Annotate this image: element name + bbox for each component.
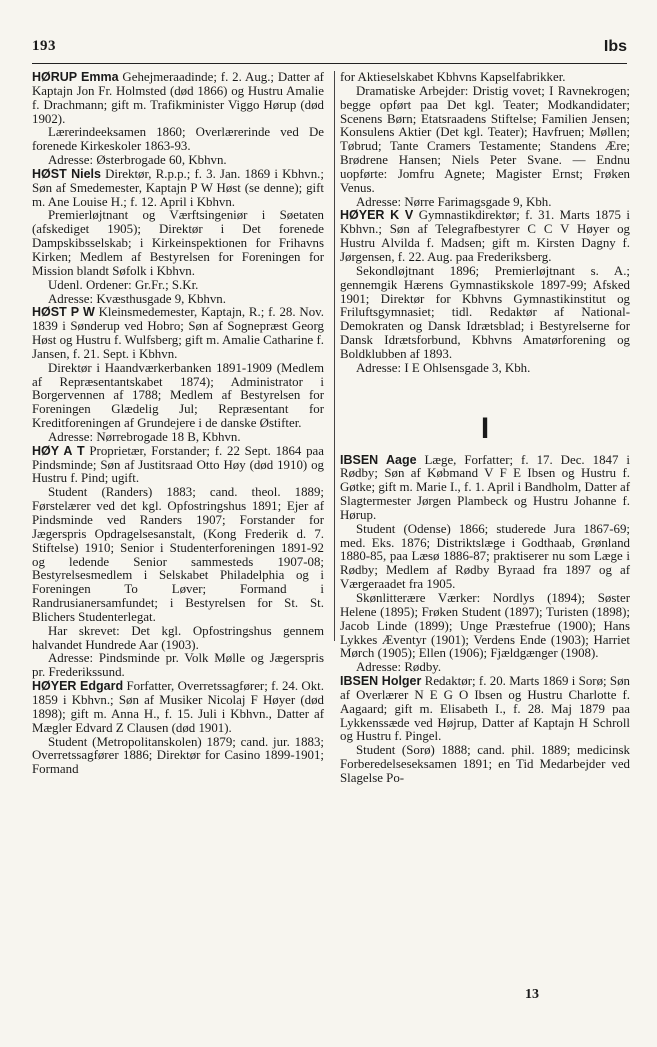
entry-paragraph [32, 71, 324, 126]
header-rule [32, 63, 627, 64]
entry-paragraph [340, 454, 630, 523]
entry-headword: HØRUP Emma [32, 70, 119, 84]
entry-text: Direktør i Haandværkerbanken 1891-1909 (Medlem af Repræsentantskabet 1874); Administrator i Borgervennen af 1788; Medlem af Bestyrelsen for Foreningen Glædelig Jul; Repræsentant for Kreditforeningen af Grundejere i de danske Østifter. [32, 360, 324, 431]
entry-continuation [340, 661, 630, 675]
right-column [340, 71, 630, 786]
entry-continuation [32, 154, 324, 168]
entry-text: Adresse: I E Ohlsensgade 3, Kbh. [356, 360, 531, 375]
entry-text: Kleinsmedemester, Kaptajn, R.; f. 28. Nov. 1839 i Sønderup ved Hobro; Søn af Sognepræst Georg Høst og Hustru f. Wulfsberg; gift m. Amalie Catharine f. Jansen, f. 21. Sept. i Kbhvn. [32, 305, 324, 361]
entry-headword: IBSEN Aage [340, 452, 417, 467]
section-letter: I [480, 411, 490, 445]
entry-text: Adresse: Pindsminde pr. Volk Mølle og Jægerspris pr. Frederikssund. [32, 651, 324, 680]
entry-continuation [340, 196, 630, 210]
entry-continuation [340, 85, 630, 196]
entry-paragraph [32, 168, 324, 210]
entry-text: Proprietær, Forstander; f. 22 Sept. 1864 paa Pindsminde; Søn af Justitsraad Otto Høy (død 1910) og Hustru f. Pind; ugift. [32, 443, 324, 486]
column-divider [334, 71, 335, 641]
entry-paragraph [32, 306, 324, 361]
entry-text: Læge, Forfatter; f. 17. Dec. 1847 i Rødby; Søn af Købmand V F E Ibsen og Hustru f. Gøtke; gift m. Marie I., f. 1. April i Bandholm, Datter af Slagtermester Jørgen Plambeck og Hustru Johanne f. Hørup. [340, 452, 630, 522]
entry-headword: HØY A T [32, 443, 85, 458]
entry-headword: HØST P W [32, 305, 95, 320]
entry-text: Gehejmeraadinde; f. 2. Aug.; Datter af Kaptajn Jon Fr. Holmsted (død 1866) og Hustru Amalie f. Drachmann; gift m. Trafikminister Viggo Hørup (død 1902). [32, 70, 324, 126]
entry-text: Student (Metropolitanskolen) 1879; cand. jur. 1883; Overretssagfører 1886; Direktør for Casino 1899-1901; Formand [32, 734, 324, 777]
entry-headword: HØYER Edgard [32, 679, 124, 694]
entry-text: Sekondløjtnant 1896; Premierløjtnant s. A.; gennemgik Hærens Gymnastikskole 1897-99; Afsked 1901; Direktør for Kbhvns Gymnastikinstitut og Friluftsgymnasiet; tidl. Redaktør af National-Demokraten og Dansk Idrætsblad; i Bestyrelserne for Dansk Idrætsforbund, Kbhvns Amatørforening og Boldklubben af 1893. [340, 263, 630, 361]
entry-headword: HØST Niels [32, 166, 101, 181]
page-header [32, 38, 627, 60]
entry-text: Premierløjtnant og Værftsingeniør i Søetaten (afskediget 1905); Direktør i Det forenede Dampskibsselskab; i Kirkeinspektionen for Frihavns Kirken; Medlem af Bestyrelsen for Foreningen for Mission blandt Søfolk i Kbhvn. [32, 208, 324, 278]
entry-text: Student (Odense) 1866; studerede Jura 1867-69; med. Eks. 1876; Distriktslæge i Godthaab, Grønland 1880-85, paa Læsø 1886-87; praktiserer nu som Læge i Rødby; Medlem af Rødby Byraad fra 1897 og af Værgeraadet fra 1905. [340, 521, 630, 592]
entry-continuation [32, 652, 324, 680]
entry-text: Gymnastikdirektør; f. 31. Marts 1875 i Kbhvn.; Søn af Telegrafbestyrer C C V Høyer og Hustru Alvilda f. Madsen; gift m. Kirsten Dagny f. Jørgensen, f. 22. Aug. paa Frederiksberg. [340, 208, 630, 264]
entry-continuation [32, 625, 324, 653]
page-number: 193 [32, 38, 56, 54]
entry-text: Dramatiske Arbejder: Dristig vovet; I Ravnekrogen; begge opført paa Det kgl. Teater; Modkandidater; Scenens Børn; Etatsraadens Stiftelse; Familien Jensen; Konsulens Aktier (Det kgl. Teater); Havfruen; Møllen; Tøbrud; Tante Cramers Testamente; Standens Ære; Brødrene Hansen; Niels Peter Svane. — Endnu uopførte: Jomfru Agnete; Magister Ernst; Frøken Venus. [340, 83, 630, 195]
entry-text: Redaktør; f. 20. Marts 1869 i Sorø; Søn af Overlærer N E G O Ibsen og Hustru Charlotte f. Aagaard; gift m. Elisabeth I., f. 28. Maj 1879 paa Lykkenssæde ved Højrup, Datter af Kaptajn H Schroll og Hustru f. Pingel. [340, 674, 630, 744]
entry-continuation [340, 744, 630, 786]
entry-text: Student (Sorø) 1888; cand. phil. 1889; medicinsk Forberedelseseksamen 1891; en Tid Medarbejder ved Slagelse Po- [340, 743, 630, 785]
entry-continuation [32, 209, 324, 278]
entry-continuation [340, 265, 630, 362]
entry-continuation [340, 592, 630, 661]
entry-text: Direktør, R.p.p.; f. 3. Jan. 1869 i Kbhvn.; Søn af Smedemester, Kaptajn P W Høst (se denne); gift m. Ane Louise H.; f. 12. April i Kbhvn. [32, 166, 324, 209]
entry-continuation [32, 362, 324, 431]
entry-headword: IBSEN Holger [340, 674, 422, 689]
entry-continuation [32, 279, 324, 293]
entry-continuation [340, 71, 630, 85]
entry-text: Forfatter, Overretssagfører; f. 24. Okt. 1859 i Kbhvn.; Søn af Musiker Nicolaj F Høyer (død 1898); gift m. Anna H., f. 15. Juli i Kbhvn., Datter af Mægler Edvard Z Clausen (død 1901). [32, 679, 324, 735]
left-column [32, 71, 324, 777]
entry-continuation [340, 362, 630, 376]
entry-text: Adresse: Rødby. [356, 660, 442, 675]
entry-text: Student (Randers) 1883; cand. theol. 1889; Førstelærer ved det kgl. Opfostringshus 1891; Ejer af Pindsminde ved Randers 1907; Forstander for Jægerspris Opdragelsesanstalt, (Kong Frederik d. 7. Stiftelse) 1910; Senior i Studenterforeningen 1891-92 og ledende Senior sammesteds 1907-08; Bestyrelsesmedlem i Selskabet Philadelphia og i Foreningen To Løver; Formand i Randrusianersamfundet; i Bestyrelsen for St. St. Blichers Studenterlegat. [32, 485, 324, 624]
entry-paragraph [340, 675, 630, 744]
entry-continuation [340, 523, 630, 592]
entry-text: Lærerindeeksamen 1860; Overlærerinde ved De forenede Kirkeskoler 1863-93. [32, 125, 324, 154]
entry-continuation [32, 126, 324, 154]
running-head: Ibs [603, 38, 627, 55]
entry-continuation [32, 486, 324, 624]
entry-text: Adresse: Kvæsthusgade 9, Kbhvn. [48, 291, 226, 306]
entry-text: Skønlitterære Værker: Nordlys (1894); Søster Helene (1895); Frøken Student (1897); Turisten (1898); Jacob Linde (1899); Unge Præstefrue (1900); Hans Lykkes Æventyr (1901); Verdens Ende (1903); Harriet Mørch (1905); Ellen (1906); Fjældgænger (1908). [340, 591, 630, 661]
entry-text: Har skrevet: Det kgl. Opfostringshus gennem halvandet Hundrede Aar (1903). [32, 623, 324, 652]
entry-paragraph [32, 680, 324, 735]
entry-continuation [32, 736, 324, 778]
signature-mark: 13 [525, 987, 539, 1002]
right-column-bottom [340, 454, 630, 786]
entry-continuation [32, 293, 324, 307]
entry-text: Adresse: Nørrebrogade 18 B, Kbhvn. [48, 429, 241, 444]
entry-headword: HØYER K V [340, 208, 414, 223]
entry-text: Adresse: Nørre Farimagsgade 9, Kbh. [356, 194, 552, 209]
entry-text: Adresse: Østerbrogade 60, Kbhvn. [48, 153, 227, 168]
entry-continuation [32, 431, 324, 445]
entry-paragraph [340, 209, 630, 264]
entry-text: for Aktieselskabet Kbhvns Kapselfabrikker. [340, 70, 566, 84]
entry-paragraph [32, 445, 324, 487]
right-column-top [340, 71, 630, 376]
entry-text: Udenl. Ordener: Gr.Fr.; S.Kr. [48, 277, 199, 292]
